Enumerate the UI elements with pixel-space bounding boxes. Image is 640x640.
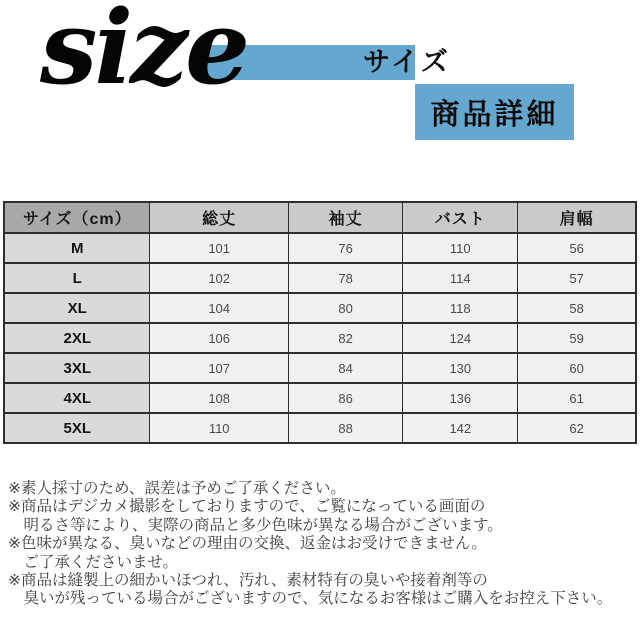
note-line: ※色味が異なる、臭いなどの理由の交換、返金はお受けできません。	[8, 535, 487, 553]
size-script-logo: size	[40, 0, 247, 108]
size-value-cell: 110	[150, 413, 288, 443]
product-detail-badge-text: 商品詳細	[430, 98, 559, 131]
size-value-cell: 106	[150, 323, 288, 353]
size-row-label: L	[4, 263, 150, 293]
size-row	[4, 233, 636, 263]
size-value-cell: 114	[403, 263, 518, 293]
size-jp-label: サイズ	[363, 47, 451, 77]
size-value-cell: 60	[518, 353, 636, 383]
size-table	[3, 201, 637, 444]
size-row-label: 4XL	[4, 383, 150, 413]
size-value-cell: 56	[518, 233, 636, 263]
column-header: バスト	[403, 202, 518, 233]
size-value-cell: 118	[403, 293, 518, 323]
size-value-cell: 88	[288, 413, 402, 443]
size-value-cell: 130	[403, 353, 518, 383]
size-value-cell: 142	[403, 413, 518, 443]
size-row-label: 5XL	[4, 413, 150, 443]
size-value-cell: 124	[403, 323, 518, 353]
size-row	[4, 293, 636, 323]
note-line: ※商品はデジカメ撮影をしておりますので、ご覧になっている画面の	[8, 498, 486, 516]
size-value-cell: 104	[150, 293, 288, 323]
column-header: 袖丈	[288, 202, 402, 233]
size-table-body	[4, 233, 636, 443]
size-value-cell: 80	[288, 293, 402, 323]
size-row-label: XL	[4, 293, 150, 323]
size-value-cell: 61	[518, 383, 636, 413]
size-value-cell: 82	[288, 323, 402, 353]
size-row-label: 3XL	[4, 353, 150, 383]
size-value-cell: 110	[403, 233, 518, 263]
size-value-cell: 86	[288, 383, 402, 413]
size-value-cell: 136	[403, 383, 518, 413]
size-row	[4, 353, 636, 383]
note-line: 明るさ等により、実際の商品と多少色味が異なる場合がございます。	[8, 516, 503, 534]
notes-section	[8, 480, 636, 609]
size-value-cell: 58	[518, 293, 636, 323]
size-value-cell: 101	[150, 233, 288, 263]
size-value-cell: 107	[150, 353, 288, 383]
size-value-cell: 78	[288, 263, 402, 293]
note-line: ※素人採寸のため、誤差は予めご了承ください。	[8, 480, 346, 497]
size-table-header-row	[4, 202, 636, 233]
size-value-cell: 108	[150, 383, 288, 413]
size-value-cell: 76	[288, 233, 402, 263]
note-line: ※商品は縫製上の細かいほつれ、汚れ、素材特有の臭いや接着剤等の	[8, 572, 488, 590]
size-value-cell: 59	[518, 323, 636, 353]
size-value-cell: 62	[518, 413, 636, 443]
size-value-cell: 57	[518, 263, 636, 293]
product-detail-badge	[415, 84, 574, 140]
size-value-cell: 84	[288, 353, 402, 383]
note-line: ご了承くださいませ。	[8, 553, 179, 571]
note-line: 臭いが残っている場合がございますので、気になるお客様はご購入をお控え下さい。	[8, 590, 613, 608]
column-header: 総丈	[150, 202, 288, 233]
column-header: サイズ（cm）	[4, 202, 150, 233]
size-row	[4, 263, 636, 293]
size-row	[4, 383, 636, 413]
size-row	[4, 323, 636, 353]
size-value-cell: 102	[150, 263, 288, 293]
column-header: 肩幅	[518, 202, 636, 233]
size-row-label: 2XL	[4, 323, 150, 353]
size-row-label: M	[4, 233, 150, 263]
size-row	[4, 413, 636, 443]
